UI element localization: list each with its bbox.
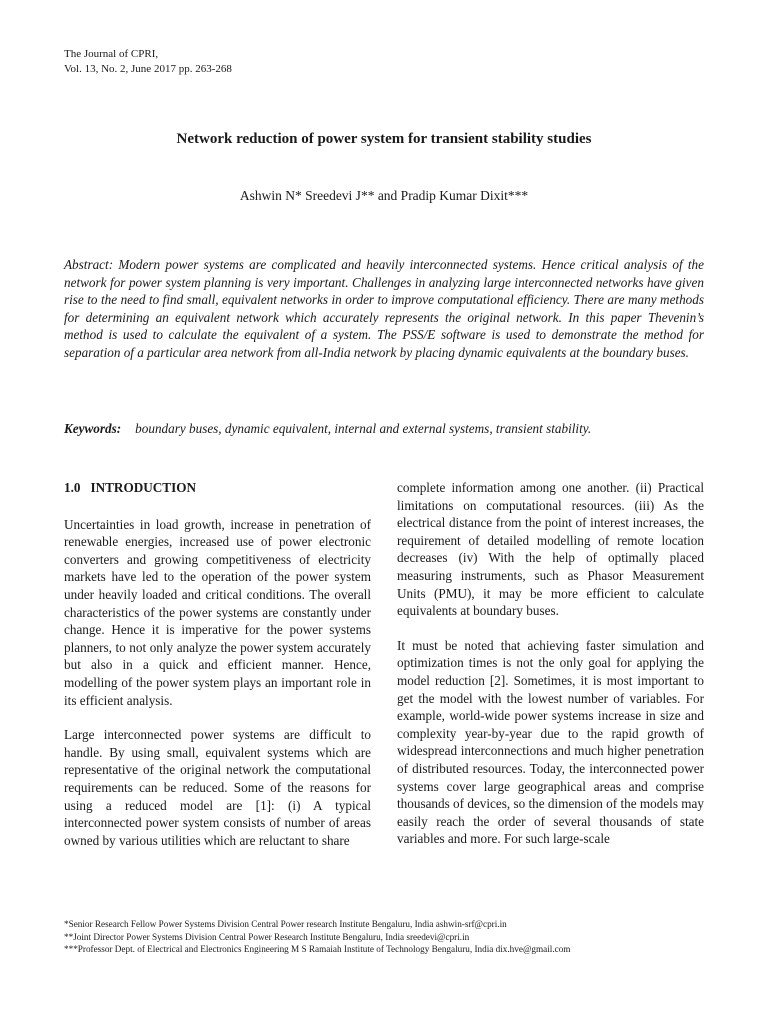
journal-header: [64, 47, 232, 77]
footnote: **Joint Director Power Systems Division Central Power Research Institute Bengaluru, India sreedevi@cpri.in: [64, 931, 470, 942]
abstract: Abstract: Modern power systems are complicated and heavily interconnected systems. Hence critical analysis of the network for power system planning is very important. Challenges in analyzing large interconnected networks have given rise to the need to find small, equivalent networks in order to improve computational efficiency. There are many methods for determining an equivalent network which accurately represents the original network. In this paper Thevenin’s method is used to calculate the equivalent of a system. The PSS/E software is used to demonstrate the method for separation of a particular area network from all-India network by placing dynamic equivalents at the boundary buses.: [64, 257, 704, 360]
section-heading: [64, 479, 371, 497]
keywords-text: boundary buses, dynamic equivalent, internal and external systems, transient stability.: [135, 421, 592, 436]
footnote: *Senior Research Fellow Power Systems Division Central Power research Institute Bengaluru, India ashwin-srf@cpri.in: [64, 919, 507, 929]
paper-authors: Ashwin N* Sreedevi J** and Pradip Kumar Dixit***: [239, 188, 529, 203]
keywords: [64, 421, 704, 437]
journal-volume: Vol. 13, No. 2, June 2017 pp. 263-268: [64, 63, 232, 75]
paragraph: Large interconnected power systems are difficult to handle. By using small, equivalent systems which are representative of the original network the computational requirements can be reduced. Some of the reasons for using a reduced model are [1]: (i) A typical interconnected power system consists of number of areas owned by various utilities which are reluctant to share: [64, 727, 371, 848]
section-title: INTRODUCTION: [90, 480, 196, 495]
paragraph: complete information among one another. (ii) Practical limitations on computational resources. (iii) As the electrical distance from the point of interest increases, the requirement of detailed modelling of remote location decreases (iv) With the help of optimally placed measuring instruments, such as Phasor Measurement Units (PMU), it may be more efficient to calculate equivalents at boundary buses.: [397, 480, 704, 619]
keywords-label: Keywords:: [64, 421, 122, 436]
section-number: 1.0: [64, 480, 81, 495]
footnotes: [64, 918, 744, 956]
paper-title: Network reduction of power system for transient stability studies: [176, 131, 592, 147]
left-column: [64, 479, 371, 866]
journal-name: The Journal of CPRI,: [64, 48, 159, 60]
paragraph: It must be noted that achieving faster simulation and optimization times is not the only goal for applying the model reduction [2]. Sometimes, it is most important to get the model with the lowest number of variables. For example, world-wide power systems increase in size and complexity year-by-year due to the rapid growth of widespread interconnections and much higher penetration of distributed resources. Today, the interconnected power systems cover large geographical areas and comprise thousands of devices, so the dimension of the models may easily reach the order of several thousands of state variables and more. For such large-scale: [397, 637, 704, 847]
right-column: [397, 479, 704, 865]
paragraph: Uncertainties in load growth, increase in penetration of renewable energies, increased use of power electronic converters and growing competitiveness of electricity markets have led to the operation of the power system under heavily loaded and critical conditions. The overall characteristics of the power systems are constantly under change. Hence it is imperative for the power systems planners, to not only analyze the power system accurately but also in a quick and efficient manner. Hence, modelling of the power system plays an important role in its efficient analysis.: [64, 516, 371, 708]
footnote: ***Professor Dept. of Electrical and Electronics Engineering M S Ramaiah Institute of Technology Bengaluru, India dix.hve@gmail.com: [64, 944, 571, 954]
